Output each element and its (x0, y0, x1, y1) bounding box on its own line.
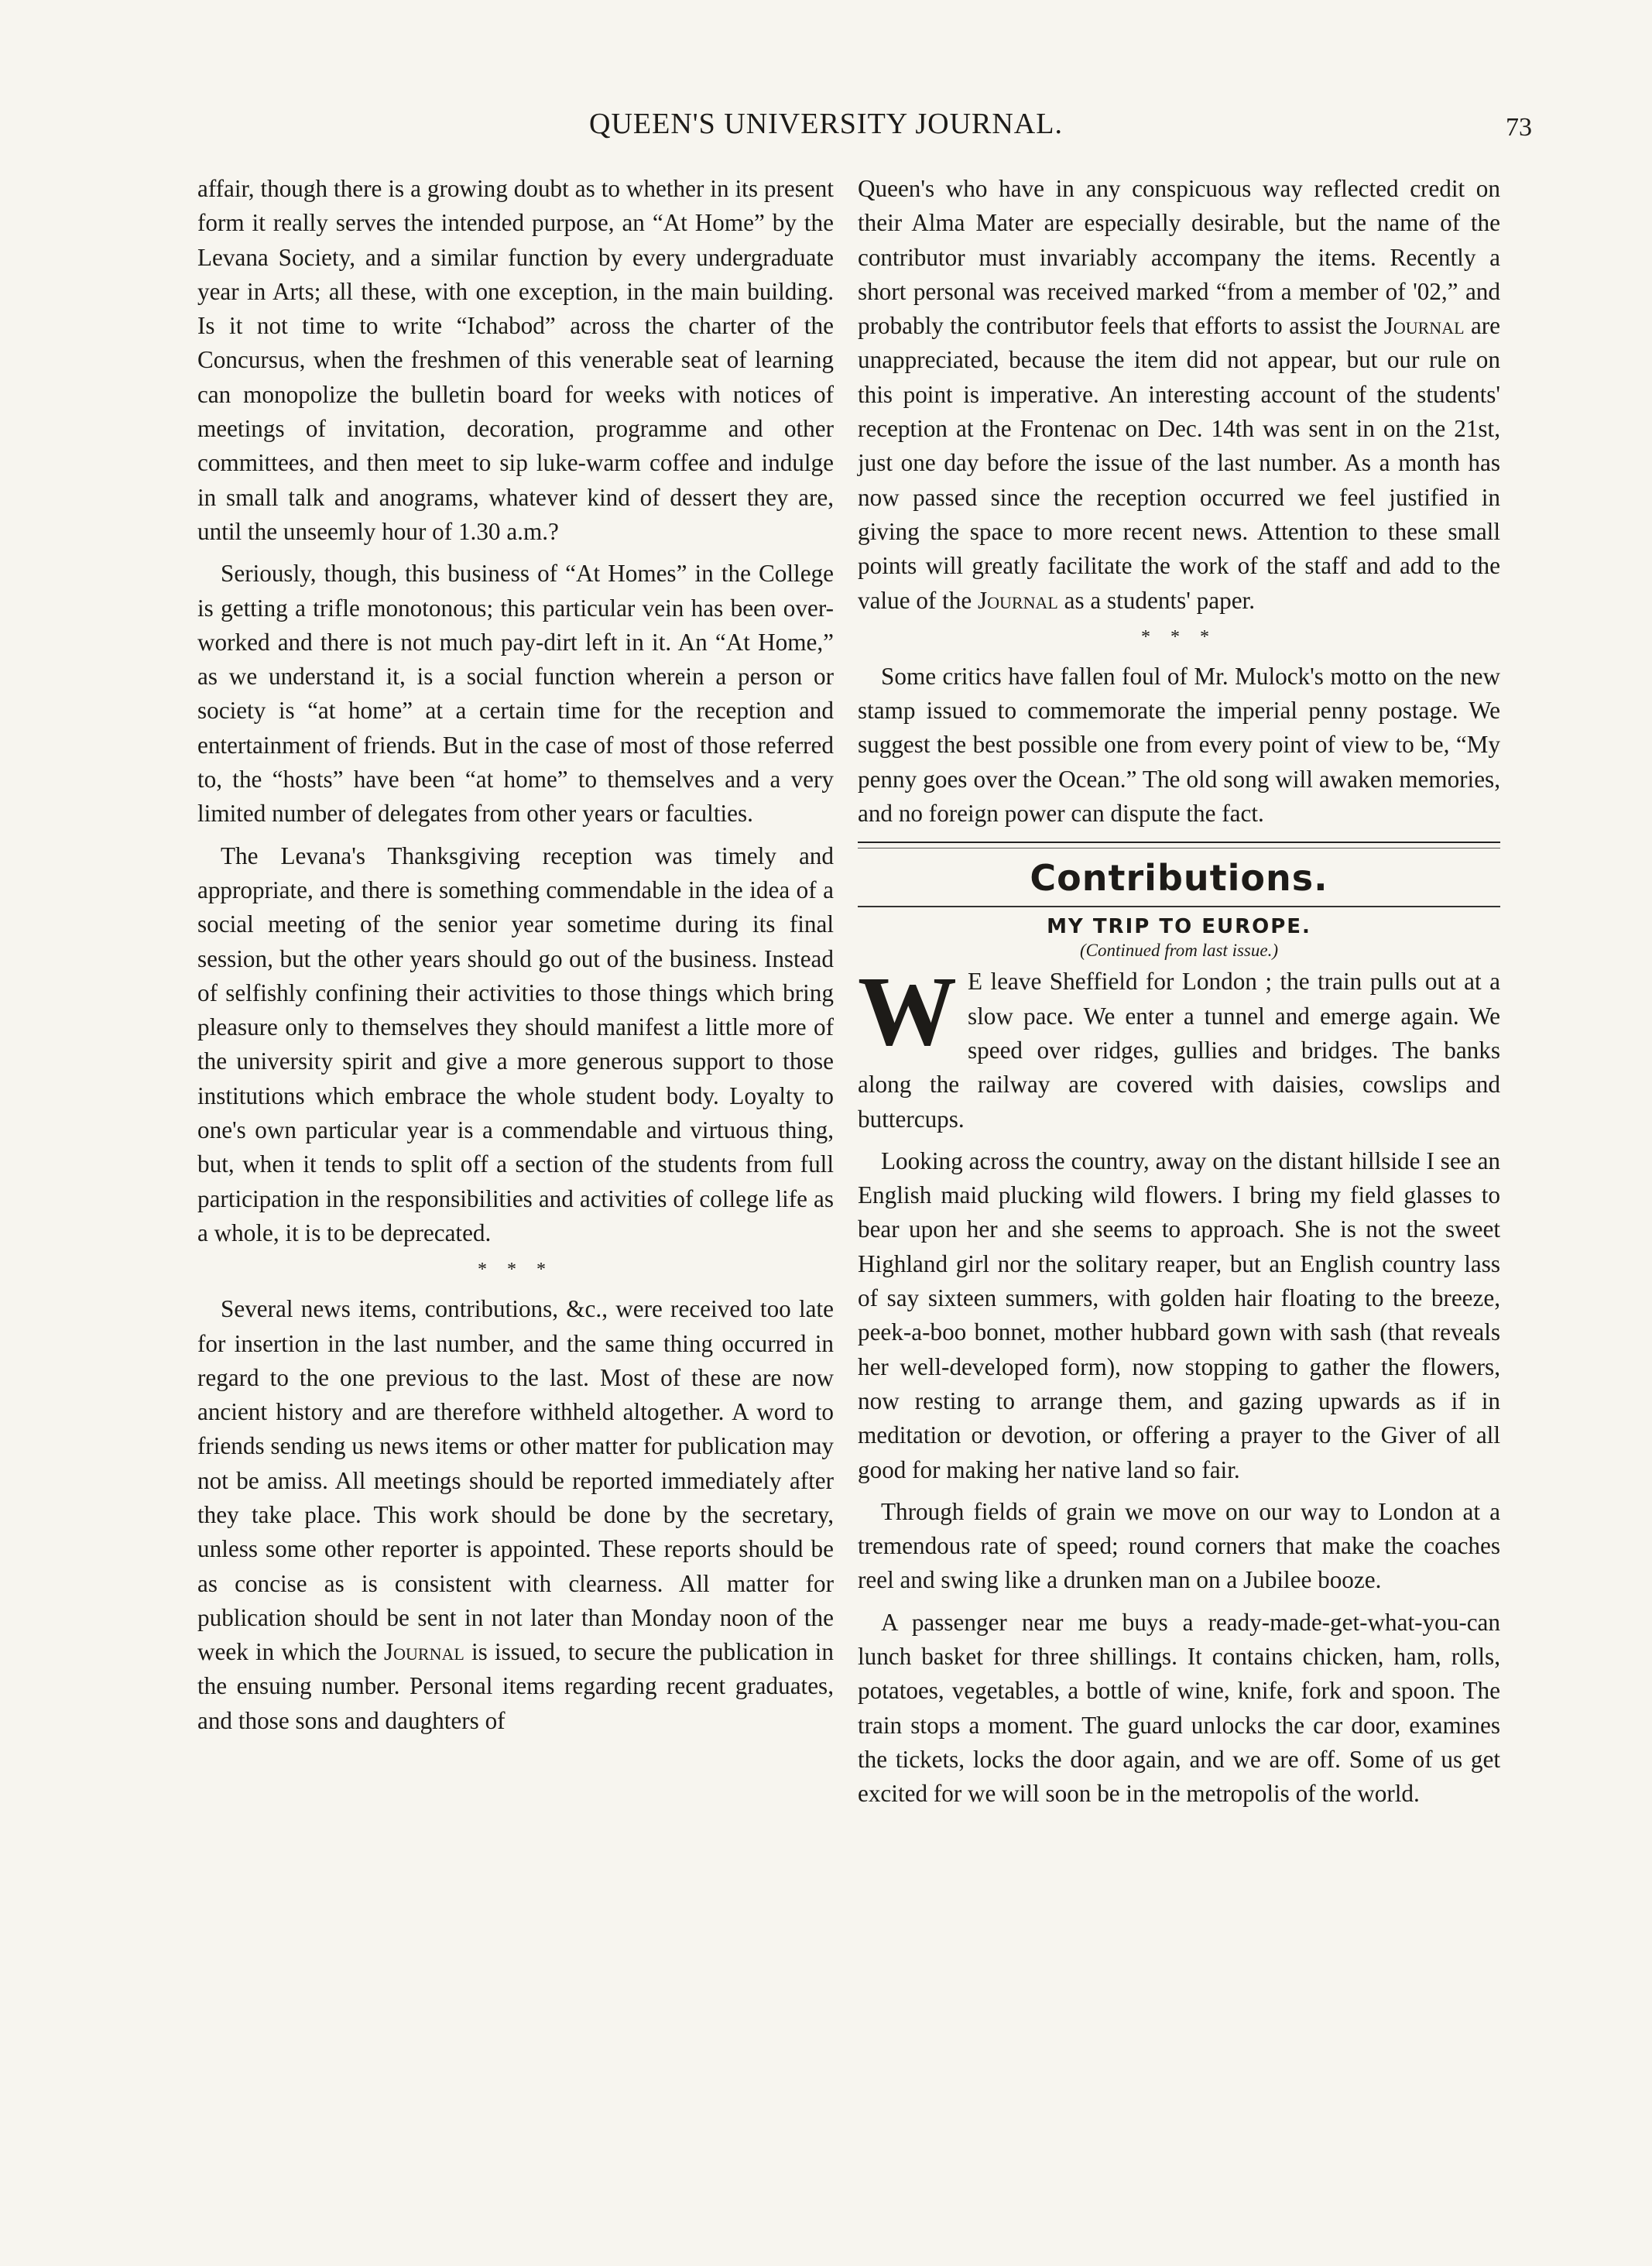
paragraph: Some critics have fallen foul of Mr. Mulock's motto on the new stamp issued to commemorate the imperial penny postage. We suggest the best possible one from every point of view to be, “My penny goes over the Ocean.” The old song will awaken memories, and no foreign power can dispute the fact. (858, 662, 1500, 828)
journal-name: Journal (978, 586, 1058, 614)
paragraph-text: is issued, to secure the publication in the ensuing number. Personal items regarding recent graduates, and those sons and daughters of (197, 1638, 834, 1734)
paragraph (858, 172, 1500, 618)
paragraph-text: E leave Sheffield for London ; the train pulls out at a slow pace. We enter a tunnel and emerge again. We speed over ridges, gullies and bridges. The banks along the railway are covered with daisies, cowslips and buttercups. (858, 968, 1500, 1133)
paragraph (197, 1292, 834, 1738)
paragraph-text: as a students' paper. (1064, 586, 1256, 614)
paragraph: affair, though there is a growing doubt as to whether in its present form it really serves the intended purpose, an “At Home” by the Levana Society, and a similar function by every undergraduate year in Arts; all these, with one exception, in the main building. Is it not time to write “Ichabod” across the charter of the Concursus, when the freshmen of this venerable seat of learning can monopolize the bulletin board for weeks with notices of meetings of invitation, decoration, programme and other committees, and then meet to sip luke-warm coffee and indulge in small talk and anograms, whatever kind of dessert they are, until the unseemly hour of 1.30 a.m.? (197, 175, 834, 545)
page-header (0, 107, 1652, 153)
section-rule (858, 906, 1500, 907)
paragraph: Seriously, though, this business of “At Homes” in the College is getting a trifle monotonous; this particular vein has been over-worked and there is not much pay-dirt left in it. An “At Home,” as we understand it, is a social function wherein a person or society is “at home” at a certain time for the reception and entertainment of friends. But in the case of most of those referred to, the “hosts” have been “at home” to themselves and a very limited number of delegates from other years or faculties. (197, 560, 834, 828)
article-subtitle: (Continued from last issue.) (1080, 941, 1278, 961)
paragraph-text: Several news items, contributions, &c., were received too late for insertion in the last number, and the same thing occurred in regard to the one previous to the last. Most of these are now ancient history and are therefore withheld altogether. A word to friends sending us news items or other matter for publication may not be amiss. All meetings should be reported immediately after they take place. This work should be done by the secretary, unless some other reporter is appointed. These reports should be as concise as is consistent with clearness. All matter for publication should be sent in not later than Monday noon of the week in which the (197, 1295, 834, 1666)
paragraph: Looking across the country, away on the distant hillside I see an English maid plucking wild flowers. I bring my field glasses to bear upon her and she seems to approach. She is not the sweet Highland girl nor the solitary reaper, but an English country lass of say sixteen summers, with golden hair floating to the breeze, peek-a-boo bonnet, mother hubbard gown with sash (that reveals her well-developed form), now stopping to gather the flowers, now resting to arrange them, and gazing upwards as if in meditation or devotion, or offering a prayer to the Giver of all good for making her native land so fair. (858, 1147, 1500, 1483)
journal-name: Journal (383, 1638, 464, 1666)
paragraph-text: Queen's who have in any conspicuous way reflected credit on their Alma Mater are especially desirable, but the name of the contributor must invariably accompany the items. Recently a short personal was received marked “from a member of '02,” and probably the contributor feels that efforts to assist the (858, 175, 1500, 340)
running-title: QUEEN'S UNIVERSITY JOURNAL. (589, 108, 1063, 140)
section-heading: Contributions. (1030, 857, 1328, 900)
page-number: 73 (1506, 113, 1532, 142)
section-break-stars: * * * (1141, 626, 1217, 647)
section-rule (858, 842, 1500, 848)
journal-name: Journal (1383, 312, 1465, 340)
paragraph-text: are unappreciated, because the item did not appear, but our rule on this point is imperative. An interesting account of the students' reception at the Frontenac on Dec. 14th was sent in on the 21st, just one day before the issue of the last number. As a month has now passed since the reception occurred we feel justified in giving the space to more recent news. Attention to these small points will greatly facilitate the work of the staff and add to the value of the (858, 312, 1501, 614)
section-break-stars: * * * (478, 1260, 554, 1280)
article-title: MY TRIP TO EUROPE. (1047, 915, 1311, 939)
paragraph: Through fields of grain we move on our way to London at a tremendous rate of speed; round corners that make the coaches reel and swing like a drunken man on a Jubilee booze. (858, 1497, 1500, 1594)
paragraph (858, 956, 1500, 1136)
paragraph: A passenger near me buys a ready-made-get-what-you-can lunch basket for three shillings. It contains chicken, ham, rolls, potatoes, vegetables, a bottle of wine, knife, fork and spoon. The train stops a moment. The guard unlocks the car door, examines the tickets, locks the door again, and we are off. Some of us get excited for we will soon be in the metropolis of the world. (858, 1608, 1500, 1808)
right-column (858, 172, 1500, 1819)
paragraph: The Levana's Thanksgiving reception was timely and appropriate, and there is something commendable in the idea of a social meeting of the senior year sometime during its final session, but the other years should go out of the business. Instead of selfishly confining their activities to those things which bring pleasure only to themselves they should manifest a little more of the university spirit and give a more generous support to those institutions which embrace the whole student body. Loyalty to one's own particular year is a commendable and virtuous thing, but, when it tends to split off a section of the students from full participation in the responsibilities and activities of college life as a whole, it is to be deprecated. (197, 842, 834, 1246)
drop-cap: W (858, 956, 957, 1067)
left-column (197, 172, 834, 1746)
